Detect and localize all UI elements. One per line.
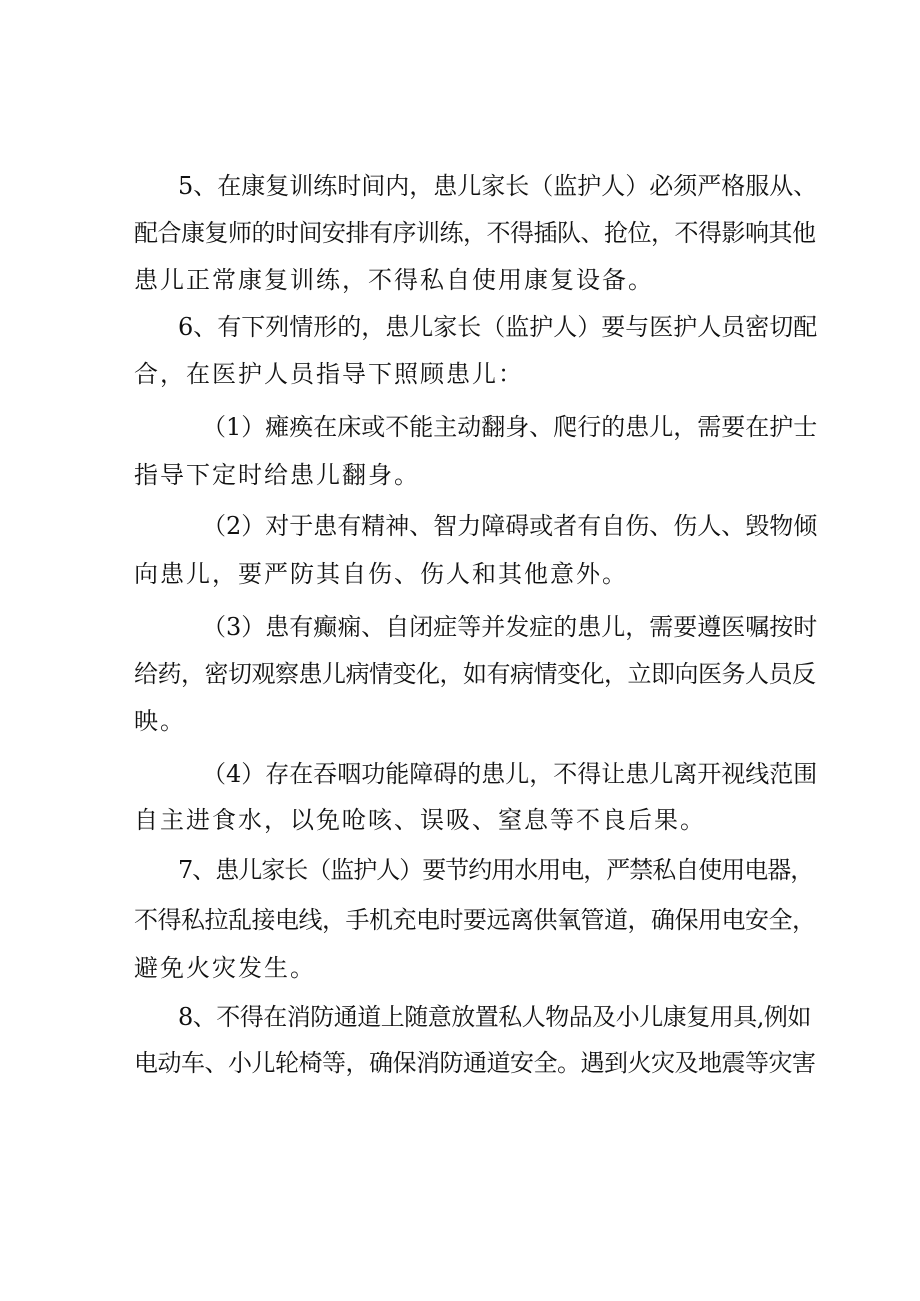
item-6-2-line-2: 向患儿，要严防其自伤、伤人和其他意外。 <box>134 560 628 588</box>
item-5-line-1: 5、在康复训练时间内，患儿家长（监护人）必须严格服从、 <box>178 172 818 200</box>
item-6-3-line-3: 映。 <box>134 707 186 735</box>
item-7-line-2: 不得私拉乱接电线，手机充电时要远离供氧管道，确保用电安全， <box>134 906 816 934</box>
item-6-line-2: 合，在医护人员指导下照顾患儿： <box>134 360 524 388</box>
item-5-line-3: 患儿正常康复训练，不得私自使用康复设备。 <box>134 266 654 294</box>
item-7-line-1: 7、患儿家长（监护人）要节约用水用电，严禁私自使用电器， <box>178 856 814 884</box>
item-6-3-line-2: 给药，密切观察患儿病情变化，如有病情变化，立即向医务人员反 <box>134 660 816 688</box>
item-6-line-1: 6、有下列情形的，患儿家长（监护人）要与医护人员密切配 <box>178 313 818 341</box>
item-6-2-line-1: （2）对于患有精神、智力障碍或者有自伤、伤人、毁物倾 <box>202 512 818 540</box>
item-6-4-line-2: 自主进食水，以免呛咳、误吸、窒息等不良后果。 <box>134 806 706 834</box>
item-5-line-2: 配合康复师的时间安排有序训练，不得插队、抢位，不得影响其他 <box>134 219 816 247</box>
item-8-line-2: 电动车、小儿轮椅等，确保消防通道安全。遇到火灾及地震等灾害 <box>134 1049 816 1077</box>
item-6-1-line-1: （1）瘫痪在床或不能主动翻身、爬行的患儿，需要在护士 <box>202 413 818 441</box>
item-6-1-line-2: 指导下定时给患儿翻身。 <box>134 461 420 489</box>
item-7-line-3: 避免火灾发生。 <box>134 954 316 982</box>
item-6-4-line-1: （4）存在吞咽功能障碍的患儿，不得让患儿离开视线范围 <box>202 760 818 788</box>
item-6-3-line-1: （3）患有癫痫、自闭症等并发症的患儿，需要遵医嘱按时 <box>202 613 818 641</box>
item-8-line-1: 8、不得在消防通道上随意放置私人物品及小儿康复用具,例如 <box>178 1003 811 1031</box>
